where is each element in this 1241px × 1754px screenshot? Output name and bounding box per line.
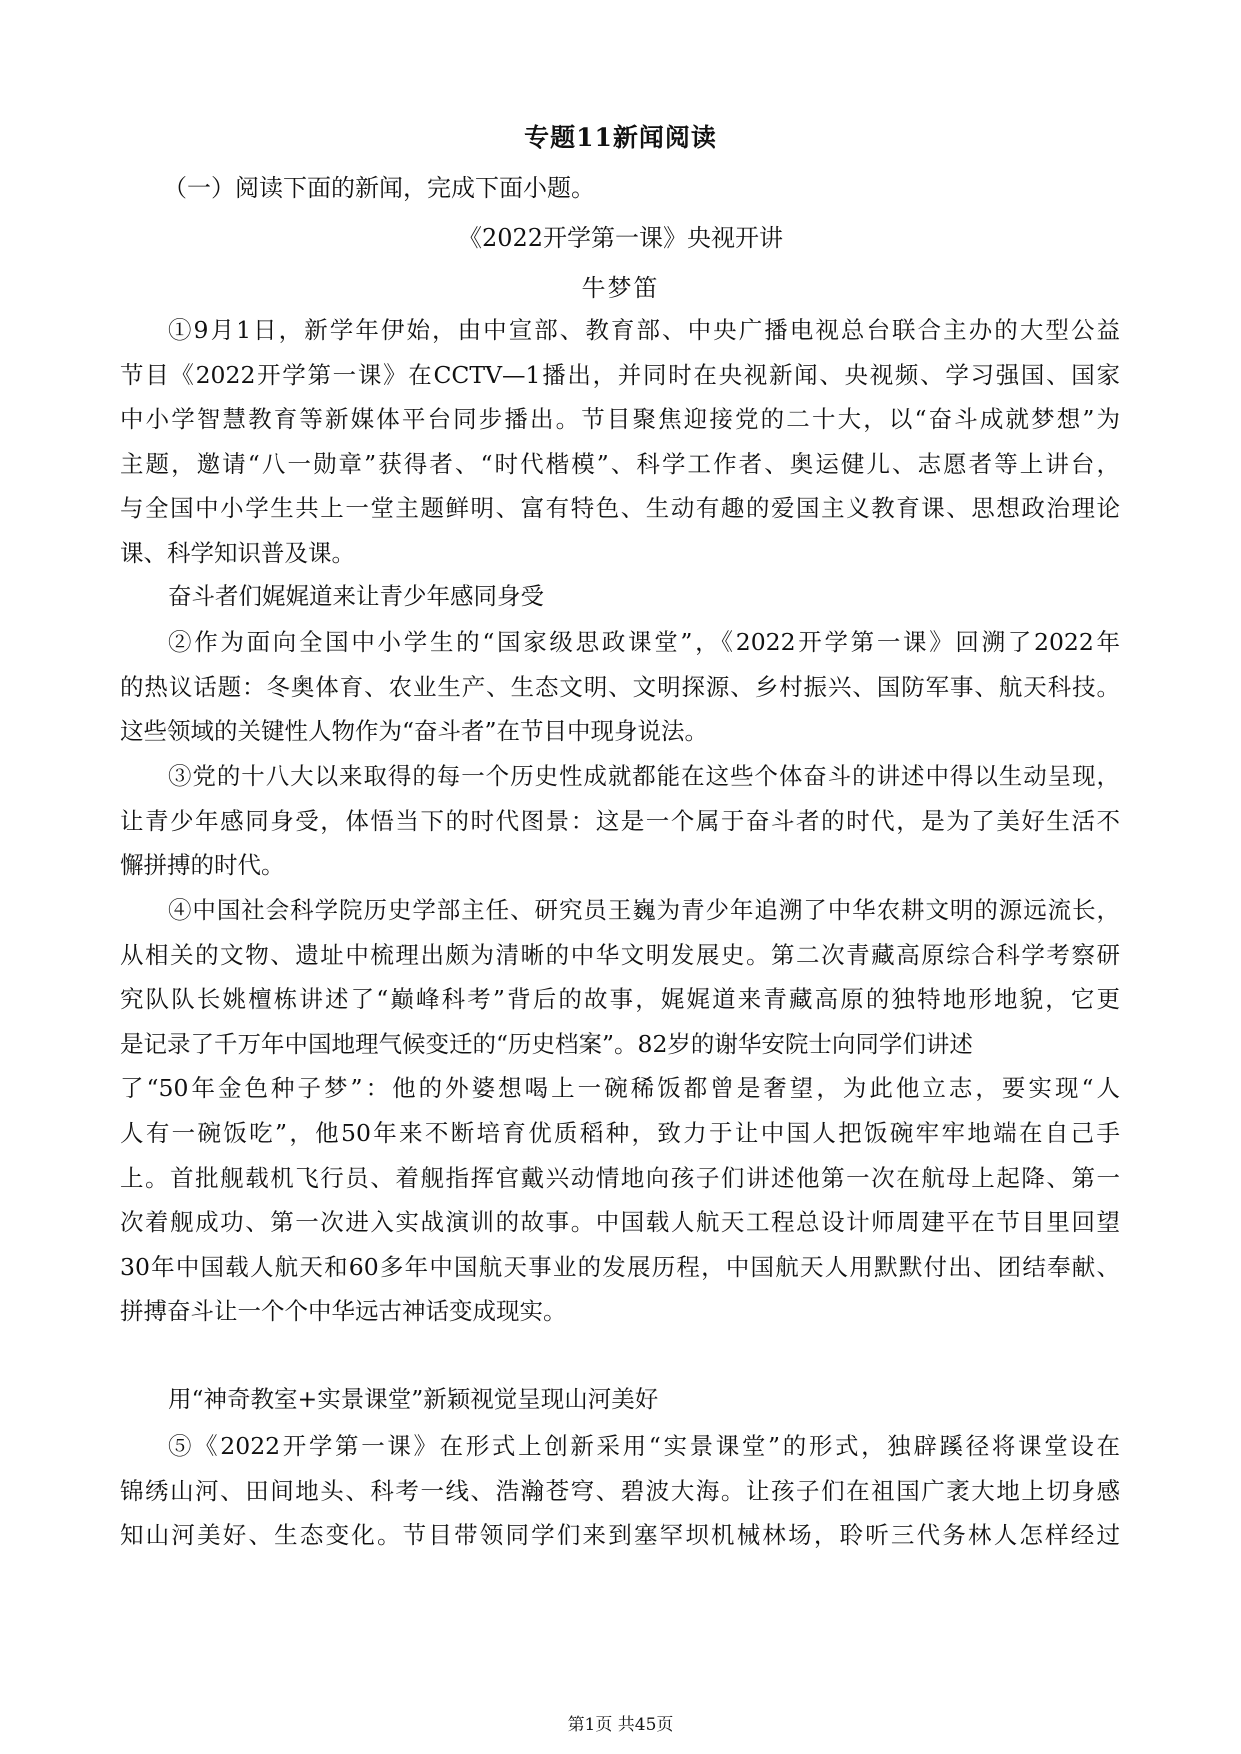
paragraph-line: 的热议话题：冬奥体育、农业生产、生态文明、文明探源、乡村振兴、国防军事、航天科技。: [120, 672, 1120, 701]
paragraph-line: 究队队长姚檀栋讲述了“巅峰科考”背后的故事，娓娓道来青藏高原的独特地形地貌，它更: [120, 985, 1120, 1014]
subheading-1: 奋斗者们娓娓道来让青少年感同身受: [168, 582, 544, 610]
news-headline: 《2022开学第一课》央视开讲: [457, 224, 784, 252]
paragraph-line: 中小学智慧教育等新媒体平台同步播出。节目聚焦迎接党的二十大，以“奋斗成就梦想”为: [120, 405, 1120, 434]
paragraph-line: 让青少年感同身受，体悟当下的时代图景：这是一个属于奋斗者的时代，是为了美好生活不: [120, 806, 1120, 835]
paragraph-line: 主题，邀请“八一勋章”获得者、“时代楷模”、科学工作者、奥运健儿、志愿者等上讲台，: [120, 449, 1120, 478]
news-author: 牛梦笛: [581, 274, 660, 302]
paragraph-2: [120, 620, 1120, 754]
paragraph-5: [120, 1424, 1120, 1558]
paragraph-line: 30年中国载人航天和60多年中国航天事业的发展历程，中国航天人用默默付出、团结奉献、: [120, 1252, 1120, 1281]
paragraph-line: 人有一碗饭吃”，他50年来不断培育优质稻种，致力于让中国人把饭碗牢牢地端在自己手: [120, 1118, 1120, 1147]
paragraph-4: [120, 888, 1120, 1334]
paragraph-line: 这些领域的关键性人物作为“奋斗者”在节目中现身说法。: [120, 717, 709, 746]
paragraph-line: ③党的十八大以来取得的每一个历史性成就都能在这些个体奋斗的讲述中得以生动呈现，: [168, 762, 1120, 790]
paragraph-3: [120, 754, 1120, 888]
paragraph-line: 拼搏奋斗让一个个中华远古神话变成现实。: [120, 1297, 567, 1326]
section-intro: （一）阅读下面的新闻，完成下面小题。: [163, 174, 595, 202]
paragraph-line: 知山河美好、生态变化。节目带领同学们来到塞罕坝机械林场，聆听三代务林人怎样经过: [120, 1521, 1120, 1550]
paragraph-line: 是记录了千万年中国地理气候变迁的“历史档案”。82岁的谢华安院士向同学们讲述: [120, 1029, 973, 1058]
paragraph-line: 从相关的文物、遗址中梳理出颇为清晰的中华文明发展史。第二次青藏高原综合科学考察研: [120, 940, 1120, 969]
paragraph-line: 懈拼搏的时代。: [120, 851, 285, 880]
paragraph-line: 锦绣山河、田间地头、科考一线、浩瀚苍穹、碧波大海。让孩子们在祖国广袤大地上切身感: [120, 1476, 1120, 1505]
paragraph-line: ④中国社会科学院历史学部主任、研究员王巍为青少年追溯了中华农耕文明的源远流长，: [168, 896, 1120, 924]
paragraph-line: 次着舰成功、第一次进入实战演训的故事。中国载人航天工程总设计师周建平在节目里回望: [120, 1208, 1120, 1237]
paragraph-1: [120, 308, 1120, 576]
page-footer: 第1页 共45页: [567, 1715, 674, 1735]
paragraph-line: 与全国中小学生共上一堂主题鲜明、富有特色、生动有趣的爱国主义教育课、思想政治理论: [120, 494, 1120, 523]
paragraph-line: ⑤《2022开学第一课》在形式上创新采用“实景课堂”的形式，独辟蹊径将课堂设在: [168, 1432, 1120, 1460]
paragraph-line: 课、科学知识普及课。: [120, 538, 355, 567]
paragraph-line: 节目《2022开学第一课》在CCTV—1播出，并同时在央视新闻、央视频、学习强国、国家: [120, 360, 1120, 389]
subheading-2: 用“神奇教室+实景课堂”新颖视觉呈现山河美好: [168, 1385, 659, 1413]
paragraph-line: 了“50年金色种子梦”：他的外婆想喝上一碗稀饭都曾是奢望，为此他立志，要实现“人: [120, 1074, 1120, 1103]
document-title: 专题11新闻阅读: [524, 123, 717, 152]
paragraph-line: 上。首批舰载机飞行员、着舰指挥官戴兴动情地向孩子们讲述他第一次在航母上起降、第一: [120, 1163, 1120, 1192]
paragraph-line: ②作为面向全国中小学生的“国家级思政课堂”，《2022开学第一课》回溯了2022年: [168, 628, 1120, 656]
paragraph-line: ①9月1日，新学年伊始，由中宣部、教育部、中央广播电视总台联合主办的大型公益: [168, 316, 1120, 344]
